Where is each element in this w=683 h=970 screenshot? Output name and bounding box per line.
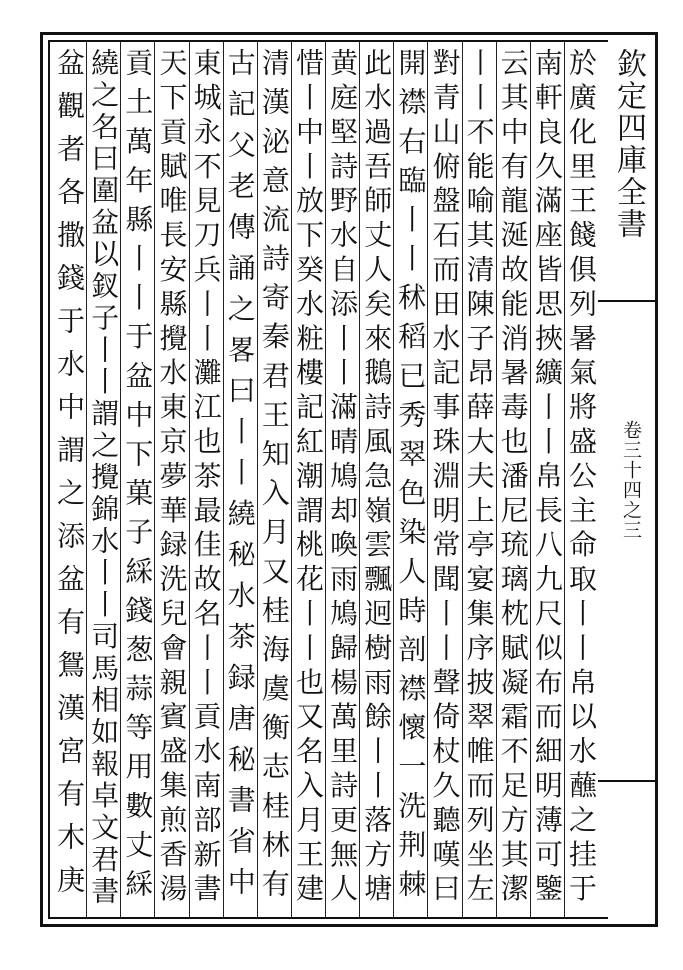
column-rule [189,42,190,917]
text-column [86,48,120,916]
column-rule [120,42,121,917]
text-column [154,48,188,916]
column-rule [564,42,565,917]
text-column [427,48,461,916]
column-rule [530,42,531,917]
inner-border-left [48,40,50,919]
fishtail-divider-bottom [598,780,658,782]
column-rule [223,42,224,917]
text-column [496,48,530,916]
column-text: 盆觀者各撒錢于水中謂之添盆有鴛漢宮有木庚 [53,48,87,908]
column-rule [86,42,87,917]
column-text: 丨丨不能喻其清陳子昂薛大夫上亭宴集序披翠帷而列坐左 [462,48,496,908]
column-text: 繞之名曰圍盆以釵子丨丨謂之攪錦水丨丨司馬相如報卓文君書 [87,48,121,908]
column-rule [393,42,394,917]
column-text: 東城永不見刀兵丨丨灘江也茶最佳故名丨丨貢水南部新書 [189,48,223,908]
column-text: 黄庭堅詩野水自添丨丨滿晴鳩却喚雨鳩歸楊萬里詩更無人 [326,48,360,908]
column-rule [496,42,497,917]
inner-border-top [48,40,608,42]
book-title: 欽定四庫全書 [611,48,646,240]
column-text: 清漢泌意流詩寄秦君王知入月又桂海虞衡志桂林有 [257,48,291,908]
column-rule [291,42,292,917]
column-rule [462,42,463,917]
column-text: 開襟右臨丨丨秫稻已秀翠色染人時剖襟懷一洗荆棘 [394,48,428,908]
text-column [325,48,359,916]
column-text: 貢土萬年縣丨丨于盆中下菓子綵錢葱蒜等用數丈綵 [121,48,155,908]
text-column [564,48,598,916]
column-text: 於廣化里王餞俱列暑氣將盛公主命取丨丨帛以水蘸之挂于 [565,48,598,908]
column-text: 對青山俯盤石而田水記事珠淵明常聞丨丨聲倚杖久聽嘆曰 [428,48,462,908]
text-column [359,48,393,916]
text-column [393,48,427,916]
text-column [291,48,325,916]
column-text: 此水過吾師丈人矣來鵝詩風急嶺雲飄迥樹雨餘丨丨落方塘 [360,48,394,908]
text-column [189,48,223,916]
column-rule [427,42,428,917]
text-column [120,48,154,916]
column-text: 南軒良久滿座皆思挾纊丨丨帛長八九尺似布而細明薄可鑒 [530,48,564,908]
column-rule [154,42,155,917]
column-text: 古記父老傳誦之畧曰丨丨繞秘水茶録唐秘書省中 [223,48,257,908]
text-column [462,48,496,916]
column-text: 惜丨中丨放下癸水粧樓記紅潮謂桃花丨丨也又名入月王建 [292,48,325,908]
text-column [223,48,257,916]
column-text: 天下貢賦唯長安縣攪水東京夢華録洗兒會親賓盛集煎香湯 [155,48,189,908]
text-column [530,48,564,916]
volume-label: 卷三十四之三 [620,420,642,540]
column-rule [359,42,360,917]
text-column [52,48,86,916]
column-rule [257,42,258,917]
column-text: 云其中有龍涎故能消暑毒也潘尼琉璃枕賦凝霜不足方其潔 [496,48,530,908]
column-rule [325,42,326,917]
inner-border-bottom [48,917,608,919]
text-column [257,48,291,916]
